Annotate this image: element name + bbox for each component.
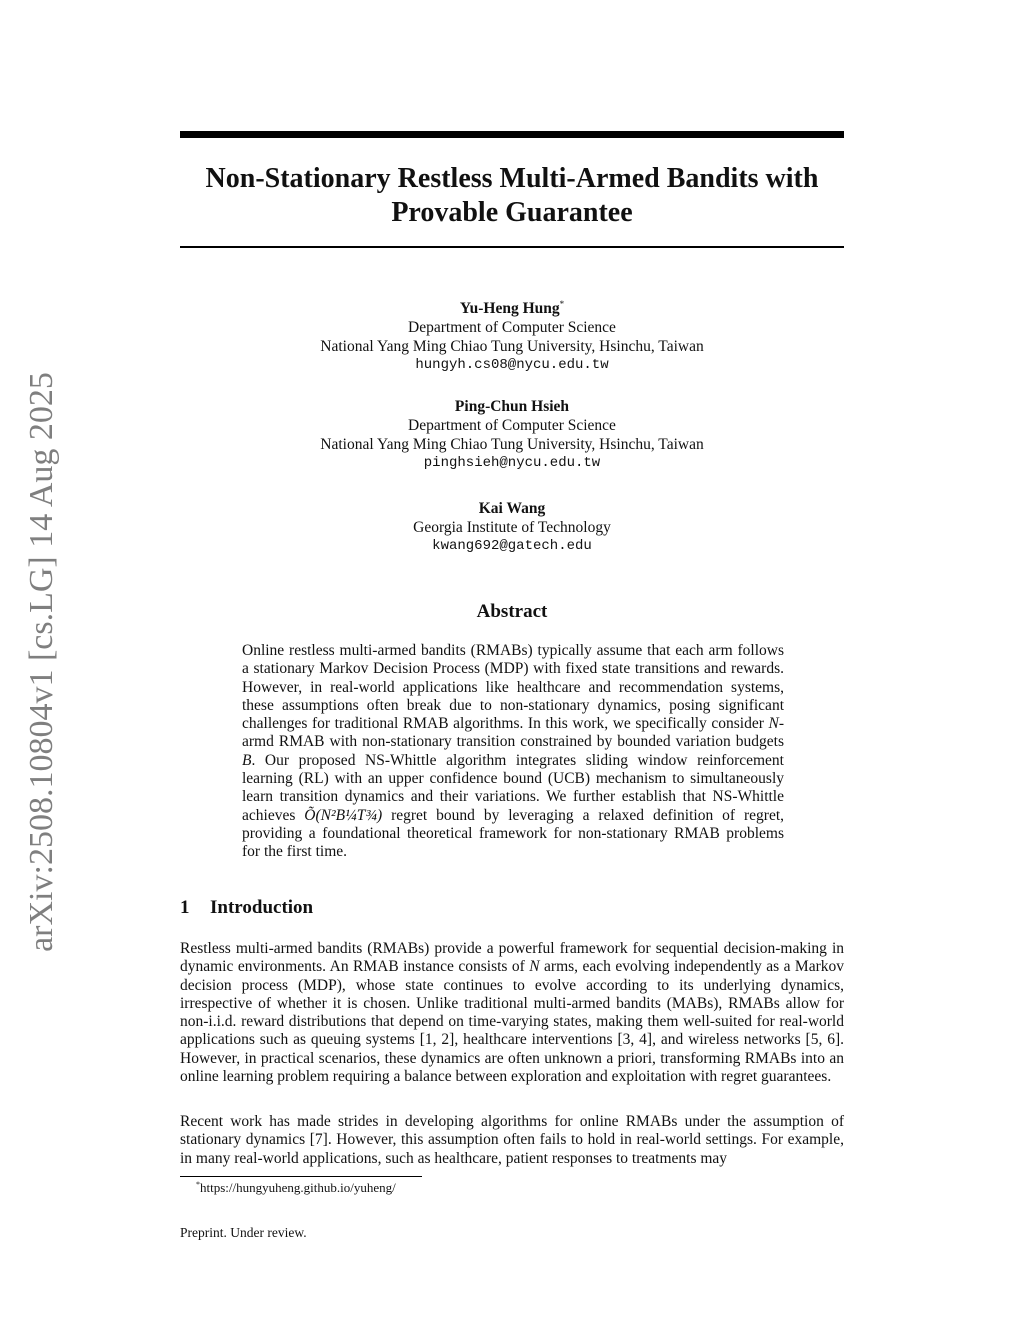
section-title: Introduction <box>210 897 314 918</box>
intro-paragraph <box>180 940 844 1086</box>
regret-bound: Õ(N²B¼T¾) <box>304 806 383 824</box>
footnote-rule <box>180 1176 422 1177</box>
paper-title <box>180 162 844 230</box>
title-rule-bottom <box>180 246 844 248</box>
footnote-mark: * <box>196 1180 200 1189</box>
author-email[interactable]: hungyh.cs08@nycu.edu.tw <box>415 357 609 373</box>
math-n: N <box>768 715 779 733</box>
abstract-heading: Abstract <box>476 601 548 622</box>
author-block <box>180 295 844 375</box>
author-email[interactable]: kwang692@gatech.edu <box>432 538 592 554</box>
arxiv-stamp: arXiv:2508.10804v1 [cs.LG] 14 Aug 2025 <box>23 372 60 952</box>
section-number: 1 <box>180 897 190 918</box>
preprint-footer: Preprint. Under review. <box>180 1225 307 1240</box>
title-line-2: Provable Guarantee <box>391 197 633 228</box>
author-affiliation: National Yang Ming Chiao Tung University, Hsinchu, Taiwan <box>320 338 704 355</box>
math-b: B <box>242 751 252 769</box>
intro-paragraph: Recent work has made strides in developing algorithms for online RMABs under the assumption of stationary dynamics [7]. However, this assumption often fails to hold in real-world settings. For example, in many real-world applications, such as healthcare, patient responses to treatments may <box>180 1113 844 1167</box>
author-name: Yu-Heng Hung <box>459 300 560 317</box>
author-dept: Department of Computer Science <box>408 319 616 336</box>
author-email[interactable]: pinghsieh@nycu.edu.tw <box>423 455 601 471</box>
footnote-mark: * <box>559 299 565 309</box>
footnote-link[interactable]: https://hungyuheng.github.io/yuheng/ <box>200 1180 396 1195</box>
section-heading <box>180 897 313 919</box>
abstract-text: -armd RMAB with non-stationary transition constrained by bounded variation budgets <box>242 715 784 751</box>
author-affiliation: National Yang Ming Chiao Tung University, Hsinchu, Taiwan <box>320 436 704 453</box>
title-rule-top <box>180 131 844 138</box>
author-name: Ping-Chun Hsieh <box>454 398 570 415</box>
author-name: Kai Wang <box>478 500 546 517</box>
author-block <box>180 499 844 556</box>
author-block <box>180 397 844 473</box>
math-n: N <box>529 958 540 976</box>
title-line-1: Non-Stationary Restless Multi-Armed Bandits with <box>205 163 819 194</box>
paragraph-text: arms, each evolving independently as a Markov decision process (MDP), whose state continues to evolve according to its underlying dynamics, irrespective of whether it is chosen. Unlike traditional multi-armed bandits (MABs), RMABs allow for non-i.i.d. reward distributions that depend on time-varying states, making them well-suited for real-world applications such as queuing systems [1, 2], healthcare interventions [3, 4], and wireless networks [5, 6]. However, in practical scenarios, these dynamics are often unknown a priori, transforming RMABs into an online learning problem requiring a balance between exploration and exploitation with regret guarantees. <box>180 958 844 1086</box>
author-dept: Department of Computer Science <box>408 417 616 434</box>
abstract-text: regret bound by leveraging a relaxed definition of regret, providing a foundational theoretical framework for non-stationary RMAB problems for the first time. <box>242 806 785 861</box>
abstract-text: Online restless multi-armed bandits (RMABs) typically assume that each arm follows a stationary Markov Decision Process (MDP) with fixed state transitions and rewards. However, in real-world applications like healthcare and recommendation systems, these assumptions often break due to non-stationary dynamics, posing significant challenges for traditional RMAB algorithms. In this work, we specifically consider <box>242 642 784 733</box>
footnote <box>196 1180 396 1196</box>
paragraph-text: Restless multi-armed bandits (RMABs) provide a powerful framework for sequential decision-making in dynamic environments. An RMAB instance consists of <box>180 940 844 976</box>
author-affiliation: Georgia Institute of Technology <box>413 519 611 536</box>
abstract-body <box>242 642 784 862</box>
abstract-text: . Our proposed NS-Whittle algorithm integrates sliding window reinforcement learning (RL) with an upper confidence bound (UCB) mechanism to simultaneously learn transition dynamics and their variations. We further establish that NS-Whittle achieves <box>242 751 784 824</box>
